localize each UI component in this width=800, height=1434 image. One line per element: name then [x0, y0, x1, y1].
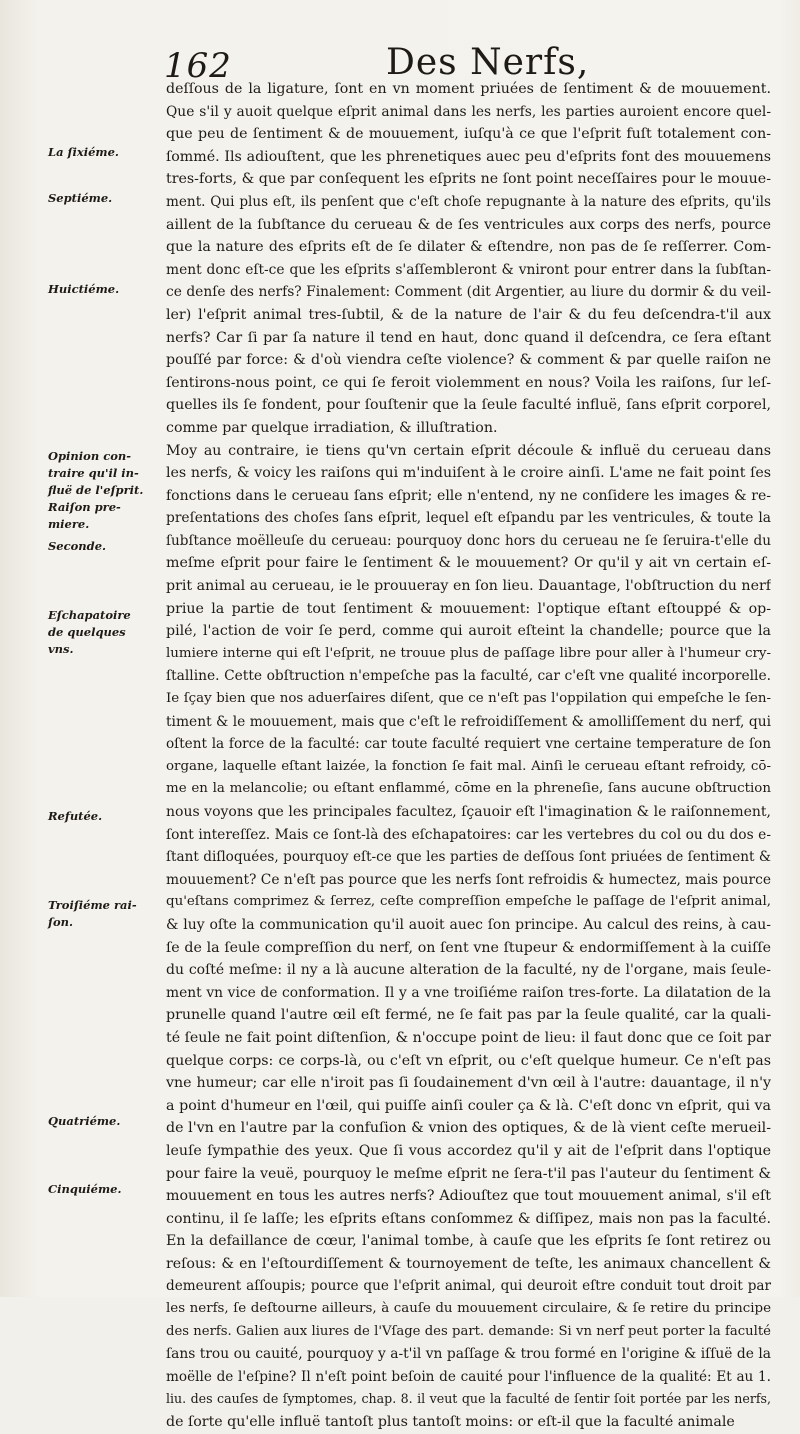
text-line: & luy oſte la communication qu'il auoit auec ſon principe. Au calcul des reins, à cau- — [166, 916, 771, 933]
text-line: Que s'il y auoit quelque eſprit animal dans les nerfs, les parties auroient encore quel- — [166, 103, 771, 120]
text-line: mouuement en tous les autres nerfs? Adiouſtez que tout mouuement animal, s'il eſt — [166, 1188, 771, 1205]
margin-note-cinquieme: Cinquiéme. — [48, 1182, 122, 1196]
margin-note-huictieme: Huictiéme. — [48, 282, 120, 296]
text-line: nous voyons que les principales facultez, ſçauoir eſt l'imagination & le raiſonnement, — [166, 804, 771, 820]
text-line: prunelle quand l'autre œil eſt fermé, ne ſe fait pas par la ſeule qualité, car la quali- — [166, 1007, 771, 1024]
text-line: des nerfs. Galien aux liures de l'Vſage des part. demande: Si vn nerf peut porter la faculté — [166, 1323, 771, 1339]
text-line: ſommé. Ils adiouſtent, que les phrenetiques auec peu d'eſprits font des mouuemens — [166, 148, 771, 165]
margin-note-quatrieme: Quatriéme. — [48, 1114, 121, 1128]
margin-note-seconde: Seconde. — [48, 539, 107, 553]
text-line: Ie ſçay bien que nos aduerſaires diſent, que ce n'eſt pas l'oppilation qui empeſche le ſen- — [166, 691, 771, 707]
margin-notes — [48, 0, 152, 1297]
text-line: priue la partie de tout ſentiment & mouuement: l'optique eſtant eſtouppé & op- — [166, 600, 771, 617]
text-line: ſtalline. Cette obſtruction n'empeſche pas la faculté, car c'eſt vne qualité incorporelle. — [166, 668, 771, 685]
margin-note-eschapatoire: Eſchapatoire de quelques vns. — [48, 608, 131, 656]
text-line: ſe de la ſeule compreſſion du nerf, on ſent vne ſtupeur & endormiſſement à la cuiſſe — [166, 939, 771, 956]
text-line: du coſté meſme: il ny a là aucune alteration de la faculté, ny de l'organe, mais ſeule- — [166, 962, 771, 979]
page-number: 162 — [164, 46, 232, 86]
text-line: preſentations des choſes ſans eſprit, lequel eſt eſpandu par les ventricules, & toute la — [166, 510, 771, 527]
text-line: liu. des cauſes de ſymptomes, chap. 8. il veut que la faculté de ſentir ſoit portée par les nerfs, — [166, 1391, 771, 1407]
text-line: reſous: & en l'eſtourdiſſement & tournoyement de teſte, les animaux chancellent & — [166, 1255, 771, 1272]
text-line: demeurent aſſoupis; pource que l'eſprit animal, qui deuroit eſtre conduit tout droit par — [166, 1278, 771, 1295]
text-line: prit animal au cerueau, ie le prouueray en ſon lieu. Dauantage, l'obſtruction du nerf — [166, 578, 771, 595]
text-line: ſans trou ou cauité, pourquoy y a-t'il vn paſſage & trou formé en l'origine & iſſuë de la — [166, 1346, 771, 1363]
text-line: ment vn vice de conformation. Il y a vne troiſiéme raiſon tres-forte. La dilatation de la — [166, 984, 771, 1001]
text-line: pilé, l'action de voir ſe perd, comme qui auroit eſteint la chandelle; pource que la — [166, 623, 771, 640]
text-line: ſubſtance moëlleuſe du cerueau: pourquoy donc hors du cerueau ne ſe ſeruira-t'elle du — [166, 532, 771, 549]
text-line: ſont intereſſez. Mais ce ſont-là des eſchapatoires: car les vertebres du col ou du dos e- — [166, 826, 771, 843]
text-line: continu, il ſe laſſe; les eſprits eſtans conſommez & diſſipez, mais non pas la faculté. — [166, 1210, 771, 1227]
text-line: ſentirons-nous point, ce qui ſe feroit violemment en nous? Voila les raiſons, ſur leſ- — [166, 374, 771, 391]
text-line: fonctions dans le cerueau ſans eſprit; elle n'entend, ny ne conſidere les images & re- — [166, 487, 771, 504]
text-line: les nerfs, & voicy les raiſons qui m'induiſent à le croire ainſi. L'ame ne fait point ſes — [166, 465, 771, 482]
text-line: de l'vn en l'autre par la confuſion & vnion des optiques, & de là vient ceſte merueil- — [166, 1120, 771, 1137]
text-line: quelles ils ſe fondent, pour ſouſtenir que la ſeule faculté influë, ſans eſprit corporel, — [166, 397, 771, 414]
margin-note-sixieme: La ſixiéme. — [48, 145, 119, 159]
text-line: vne humeur; car elle n'iroit pas ſi ſoudainement d'vn œil à l'autre: dauantage, il n'y — [166, 1075, 771, 1092]
margin-note-refutee: Refutée. — [48, 809, 103, 823]
text-line: pouſſé par force: & d'où viendra ceſte violence? & comment & par quelle raiſon ne — [166, 352, 771, 369]
text-line: quelque corps: ce corps-là, ou c'eſt vn eſprit, ou c'eſt quelque humeur. Ce n'eſt pas — [166, 1052, 771, 1069]
text-line: ſtant diſloquées, pourquoy eſt-ce que les parties de deſſous ſont priuées de ſentiment & — [166, 849, 771, 866]
text-line: ment. Qui plus eſt, ils penſent que c'eſt choſe repugnante à la nature des eſprits, qu'ils — [166, 193, 771, 210]
text-line: nerfs? Car ſi par ſa nature il tend en haut, donc quand il deſcendra, ce ſera eſtant — [166, 329, 771, 346]
margin-note-troisieme: Troiſiéme rai- ſon. — [48, 898, 137, 929]
text-line: té ſeule ne fait point diſtenſion, & n'occupe point de lieu: il faut donc que ce ſoit par — [166, 1029, 771, 1046]
text-line: qu'eſtans comprimez & ſerrez, ceſte compreſſion empeſche le paſſage de l'eſprit animal, — [166, 894, 771, 910]
text-line: deſſous de la ligature, ſont en vn moment priuées de ſentiment & de mouuement. — [166, 81, 771, 97]
text-line: leuſe ſympathie des yeux. Que ſi vous accordez qu'il y ait de l'eſprit dans l'optique — [166, 1142, 771, 1159]
text-line: timent & le mouuement, mais que c'eſt le refroidiſſement & amolliſſement du nerf, qui — [166, 713, 771, 730]
text-line: aillent de la ſubſtance du cerueau & de ſes ventricules aux corps des nerfs, pource — [166, 216, 771, 233]
text-line: a point d'humeur en l'œil, qui puiſſe ainſi couler ça & là. C'eſt donc vn eſprit, qui va — [166, 1097, 771, 1114]
text-line: ment donc eſt-ce que les eſprits s'aſſembleront & vniront pour entrer dans la ſubſtan- — [166, 261, 771, 278]
text-line: En la defaillance de cœur, l'animal tombe, à cauſe que les eſprits ſe ſont retirez ou — [166, 1233, 771, 1250]
text-line: ler) l'eſprit animal tres-ſubtil, & de la nature de l'air & du feu deſcendra-t'il aux — [166, 306, 771, 323]
text-line: pour faire la veuë, pourquoy le meſme eſprit ne ſera-t'il pas l'auteur du ſentiment & — [166, 1165, 771, 1182]
text-line: que la nature des eſprits eſt de ſe dilater & eſtendre, non pas de ſe reſſerrer. Com- — [166, 239, 771, 256]
text-line: Moy au contraire, ie tiens qu'vn certain eſprit découle & influë du cerueau dans — [166, 442, 771, 459]
margin-note-septieme: Septiéme. — [48, 191, 113, 205]
text-line: lumiere interne qui eſt l'eſprit, ne trouue plus de paſſage libre pour aller à l'humeur cry- — [166, 645, 771, 661]
text-line: me en la melancolie; ou eſtant enflammé, cōme en la phreneſie, ſans aucune obſtruction — [166, 781, 771, 797]
text-line: meſme eſprit pour faire le ſentiment & le mouuement? Or qu'il y ait vn certain eſ- — [166, 555, 771, 572]
text-line: comme par quelque irradiation, & illuſtration. — [166, 419, 498, 436]
text-line: de ſorte qu'elle influë tantoſt plus tantoſt moins: or eſt-il que la faculté animale — [166, 1414, 735, 1431]
text-line: que peu de ſentiment & de mouuement, iuſqu'à ce que l'eſprit fuſt totalement con- — [166, 126, 771, 143]
text-line: les nerfs, ſe deſtourne ailleurs, à cauſe du mouuement circulaire, & ſe retire du principe — [166, 1301, 771, 1317]
running-title: Des Nerfs, — [386, 42, 590, 83]
text-line: organe, laquelle eſtant laizée, la fonction ſe fait mal. Ainſi le cerueau eſtant refroidy, cō- — [166, 758, 771, 774]
text-line: oſtent la force de la faculté: car toute faculté requiert vne certaine temperature de ſon — [166, 736, 771, 753]
text-line: moëlle de l'eſpine? Il n'eſt point beſoin de cauité pour l'influence de la qualité: Et au 1. — [166, 1368, 771, 1385]
text-line: mouuement? Ce n'eſt pas pource que les nerfs ſont refroidis & humectez, mais pource — [166, 871, 771, 888]
text-line: ce denſe des nerfs? Finalement: Comment (dit Argentier, au liure du dormir & du veil- — [166, 284, 771, 301]
margin-note-opinion: Opinion con- traire qu'il in- fluë de l'eſprit. Raiſon pre- miere. — [48, 449, 144, 531]
body-text — [166, 78, 771, 1434]
text-line: tres-forts, & que par conſequent les eſprits ne ſont point neceſſaires pour le mouue- — [166, 171, 771, 188]
